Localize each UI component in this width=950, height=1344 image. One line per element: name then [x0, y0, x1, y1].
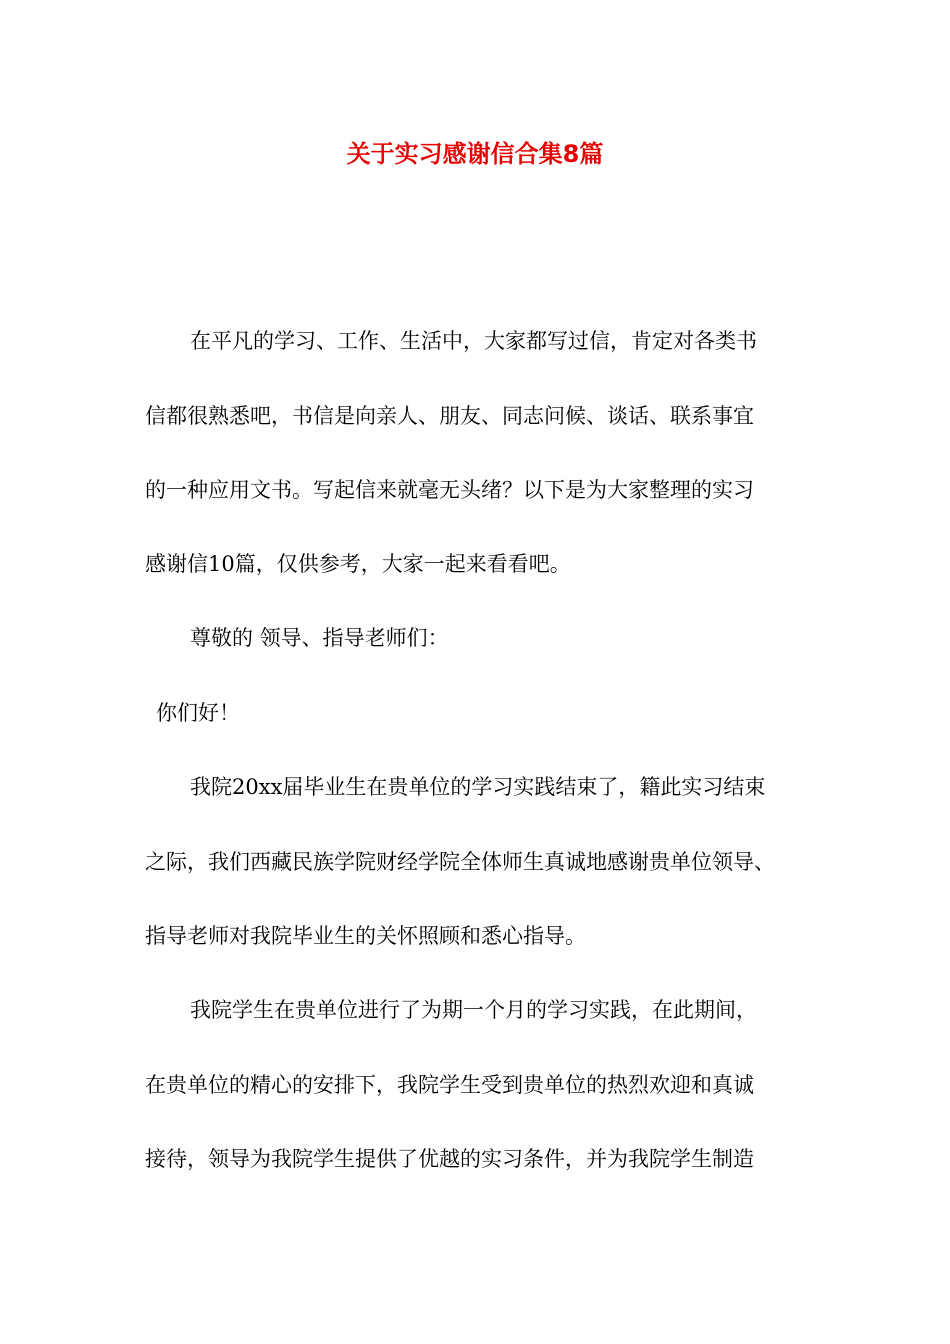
- paragraph-line: 在平凡的学习、工作、生活中，大家都写过信，肯定对各类书: [190, 329, 757, 353]
- paragraph-line: 我院20xx届毕业生在贵单位的学习实践结束了，籍此实习结束: [190, 775, 766, 799]
- paragraph-line: 接待，领导为我院学生提供了优越的实习条件，并为我院学生制造: [145, 1147, 754, 1171]
- greeting: 你们好！: [156, 701, 240, 725]
- paragraph-line: 之际，我们西藏民族学院财经学院全体师生真诚地感谢贵单位领导、: [145, 850, 775, 874]
- paragraph-line: 我院学生在贵单位进行了为期一个月的学习实践，在此期间，: [190, 998, 757, 1022]
- paragraph-line: 感谢信10篇，仅供参考，大家一起来看看吧。: [145, 552, 571, 576]
- paragraph-line: 信都很熟悉吧，书信是向亲人、朋友、同志问候、谈话、联系事宜: [145, 404, 754, 428]
- paragraph-line: 在贵单位的精心的安排下，我院学生受到贵单位的热烈欢迎和真诚: [145, 1073, 754, 1097]
- salutation: 尊敬的 领导、指导老师们：: [190, 626, 449, 650]
- document-title: 关于实习感谢信合集8篇: [346, 140, 604, 168]
- paragraph-line: 指导老师对我院毕业生的关怀照顾和悉心指导。: [145, 924, 586, 948]
- paragraph-line: 的一种应用文书。写起信来就毫无头绪？以下是为大家整理的实习: [145, 478, 754, 502]
